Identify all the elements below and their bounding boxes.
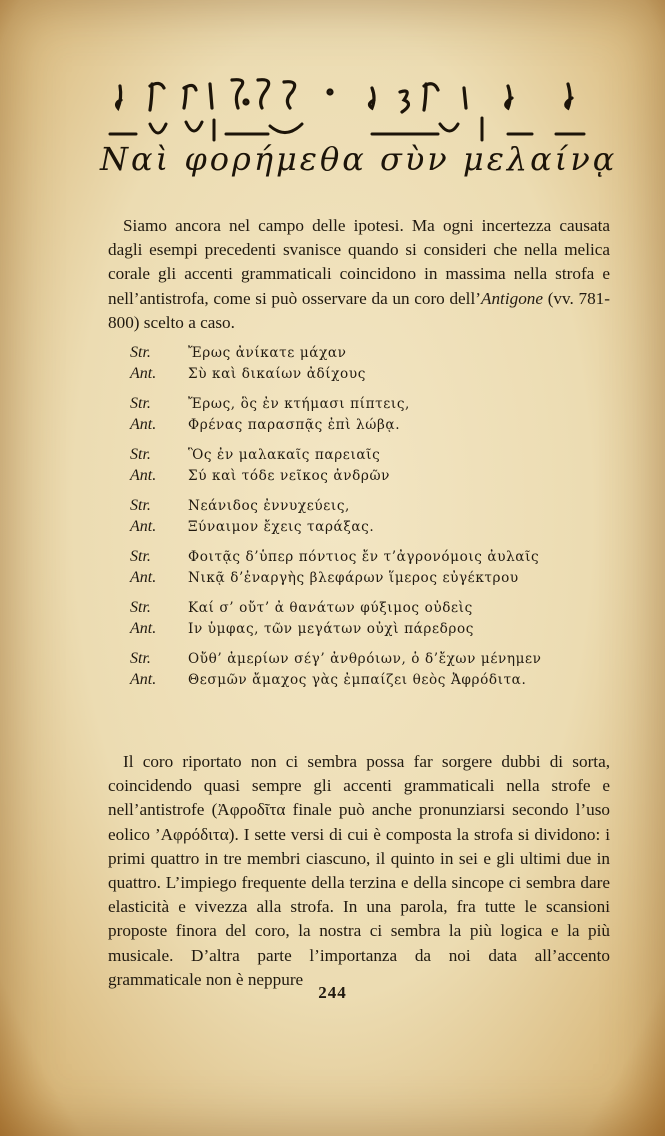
antistrophe-text: Νικᾷ δ’ἐναργὴς βλεφάρων ἵμερος εὐγέκτρου xyxy=(188,570,519,586)
antistrophe-label: Ant. xyxy=(130,416,157,433)
antistrophe-text: Ξύναιμον ἔχεις ταράξας. xyxy=(188,519,375,535)
strophe-label: Str. xyxy=(130,446,151,463)
antistrophe-text: Σύ καὶ τόδε νεῖκος ἀνδρῶν xyxy=(188,468,390,484)
intro-paragraph xyxy=(108,214,610,335)
antistrophe-label: Ant. xyxy=(130,467,157,484)
strophe-line xyxy=(130,548,610,569)
play-title: Antigone xyxy=(480,288,544,308)
strophe-text: Οὔθ’ ἀμερίων σέγ’ ἀνθρόιων, ὁ δ’ἔχων μένημεν xyxy=(188,651,542,667)
strophe-label: Str. xyxy=(130,497,151,514)
verse-pair xyxy=(130,395,610,437)
strophe-label: Str. xyxy=(130,650,151,667)
antistrophe-label: Ant. xyxy=(130,671,157,688)
antistrophe-text: Θεσμῶν ἄμαχος γὰς ἐμπαίζει θεὸς Ἀφρόδιτα. xyxy=(188,672,527,688)
intro-paragraph-tail: (vv. 781-800) scelto a caso. xyxy=(108,288,610,332)
strophe-line xyxy=(130,599,610,620)
antistrophe-label: Ant. xyxy=(130,518,157,535)
strophe-label: Str. xyxy=(130,395,151,412)
strophe-line xyxy=(130,650,610,671)
strophe-text: Ἔρως ἀνίκατε μάχαν xyxy=(188,345,347,361)
rhythm-marks xyxy=(110,118,584,140)
strophe-line xyxy=(130,497,610,518)
strophe-line xyxy=(130,446,610,467)
verse-pair xyxy=(130,548,610,590)
verse-pair xyxy=(130,497,610,539)
strophe-text: Ἔρως, ὃς ἐν κτήμασι πίπτεις, xyxy=(188,396,410,412)
antistrophe-text: Ιν ὑμφας, τῶν μεγάτων οὐχὶ πάρεδρος xyxy=(188,621,475,637)
antistrophe-label: Ant. xyxy=(130,365,157,382)
antistrophe-line xyxy=(130,365,610,386)
analysis-paragraph: Il coro riportato non ci sembra possa far sorgere dubbi di sorta, coincidendo quasi sempre gli accenti grammaticali nella strofe e nell’antistrofe (Ἀφροδῖτα finale può anche pronunziarsi secondo l’uso eolico ’Αφρόδιτα). I sette versi di cui è composta la strofa si dividono: i primi quattro in tre membri ciascuno, il quinto in sei e gli ultimi due in quattro. L’impiego frequente della terzina e della sincope ci sembra dare elasticità e vivezza alla strofa. In una parola, fra tutte le scansioni proposte finora del coro, la nostra ci sembra la più logica e la più musicale. D’altra parte l’importanza da noi data all’accento grammaticale non è neppure xyxy=(108,752,610,989)
strophe-line xyxy=(130,344,610,365)
handwritten-greek: Ναὶ φορήμεθα σὺν μελαίνᾳ xyxy=(100,140,618,178)
verse-pair xyxy=(130,446,610,488)
antistrophe-line xyxy=(130,569,610,590)
verse-table xyxy=(130,344,610,701)
antistrophe-line xyxy=(130,518,610,539)
antistrophe-text: Σὺ καὶ δικαίων ἀδίχους xyxy=(188,366,366,382)
antistrophe-text: Φρένας παρασπᾷς ἐπὶ λώβᾳ. xyxy=(188,417,401,433)
strophe-text: Καί σ’ οὔτ’ ἀ θανάτων φύξιμος οὐδεὶς xyxy=(188,600,473,616)
verse-pair xyxy=(130,650,610,692)
verse-pair xyxy=(130,599,610,641)
antistrophe-label: Ant. xyxy=(130,620,157,637)
antistrophe-line xyxy=(130,671,610,692)
intro-paragraph-lead: Siamo ancora nel campo delle ipotesi. Ma ogni incertezza causata dagli esempi precedenti svanisce quando si consideri che nella melica corale gli accenti grammaticali coincidono in massima nella strofa e nell’antistrofa, come si può osservare da un coro dell’ xyxy=(108,216,610,308)
antistrophe-label: Ant. xyxy=(130,569,157,586)
strophe-label: Str. xyxy=(130,548,151,565)
page-number: 244 xyxy=(318,983,347,1002)
pitch-marks xyxy=(117,80,572,112)
antistrophe-line xyxy=(130,467,610,488)
antistrophe-line xyxy=(130,620,610,641)
strophe-text: Φοιτᾷς δ’ὑπερ πόντιος ἔν τ’ἀγρονόμοις ἀυλαῖς xyxy=(188,549,540,565)
strophe-label: Str. xyxy=(130,344,151,361)
strophe-text: Νεάνιδος ἐννυχεύεις, xyxy=(188,498,350,514)
strophe-text: Ὃς ἐν μαλακαῖς παρειαῖς xyxy=(188,447,381,463)
antistrophe-line xyxy=(130,416,610,437)
strophe-label: Str. xyxy=(130,599,151,616)
verse-pair xyxy=(130,344,610,386)
strophe-line xyxy=(130,395,610,416)
